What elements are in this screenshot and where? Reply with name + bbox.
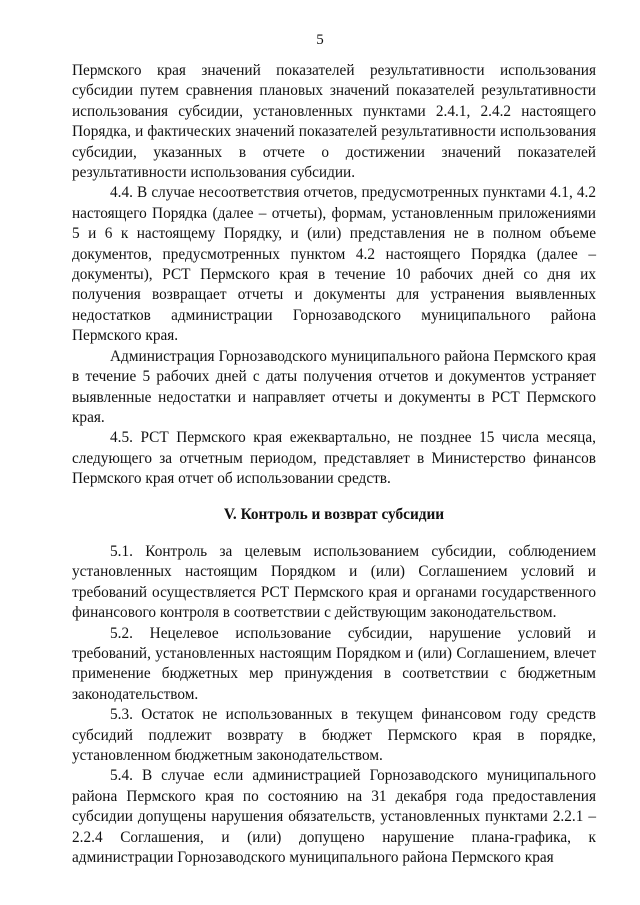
paragraph: 4.5. РСТ Пермского края ежеквартально, не позднее 15 числа месяца, следующего за отчетным периодом, представляет в Министерство финансов Пермского края отчет об использовании средств. xyxy=(72,429,596,488)
paragraph: 4.4. В случае несоответствия отчетов, предусмотренных пунктами 4.1, 4.2 настоящего Порядка (далее – отчеты), формам, установленным приложениями 5 и 6 к настоящему Порядку, и (или) представления не в полном объеме документов, предусмотренных пунктом 4.2 настоящего Порядка (далее – документы), РСТ Пермского края в течение 10 рабочих дней со дня их получения возвращает отчеты и документы для устранения выявленных недостатков администрации Горнозаводского муниципального района Пермского края. xyxy=(72,184,596,345)
page-number: 5 xyxy=(316,32,324,48)
paragraph: 5.1. Контроль за целевым использованием субсидии, соблюдением установленных настоящим Порядком и (или) Соглашением условий и требований осуществляется РСТ Пермского края и органами государственного финансового контроля в соответствии с действующим законодательством. xyxy=(72,542,596,622)
paragraphs-before-heading xyxy=(72,61,596,490)
paragraph: 5.3. Остаток не использованных в текущем финансовом году средств субсидий подлежит возврату в бюджет Пермского края в порядке, установленном бюджетным законодательством. xyxy=(72,706,596,764)
document-body xyxy=(72,61,596,868)
paragraph: 5.4. В случае если администрацией Горнозаводского муниципального района Пермского края по состоянию на 31 декабря года предоставления субсидии допущены нарушения обязательств, установленных пунктами 2.2.1 – 2.2.4 Соглашения, и (или) допущено нарушение плана-графика, к администрации Горнозаводского муниципального района Пермского края xyxy=(72,767,596,867)
section-heading: V. Контроль и возврат субсидии xyxy=(223,505,445,523)
paragraphs-after-heading xyxy=(72,542,596,869)
paragraph: 5.2. Нецелевое использование субсидии, нарушение условий и требований, установленных настоящим Порядком и (или) Соглашением, влечет применение бюджетных мер принуждения в соответствии с бюджетным законодательством. xyxy=(72,624,596,703)
paragraph: Пермского края значений показателей результативности использования субсидии путем сравнения плановых значений показателей результативности использования субсидии, установленных пунктами 2.4.1, 2.4.2 настоящего Порядка, и фактических значений показателей результативности использования субсидии, указанных в отчете о достижении значений показателей результативности использования субсидии. xyxy=(72,62,596,182)
paragraph: Администрация Горнозаводского муниципального района Пермского края в течение 5 рабочих дней с даты получения отчетов и документов устраняет выявленные недостатки и направляет отчеты и документы в РСТ Пермского края. xyxy=(72,347,596,426)
